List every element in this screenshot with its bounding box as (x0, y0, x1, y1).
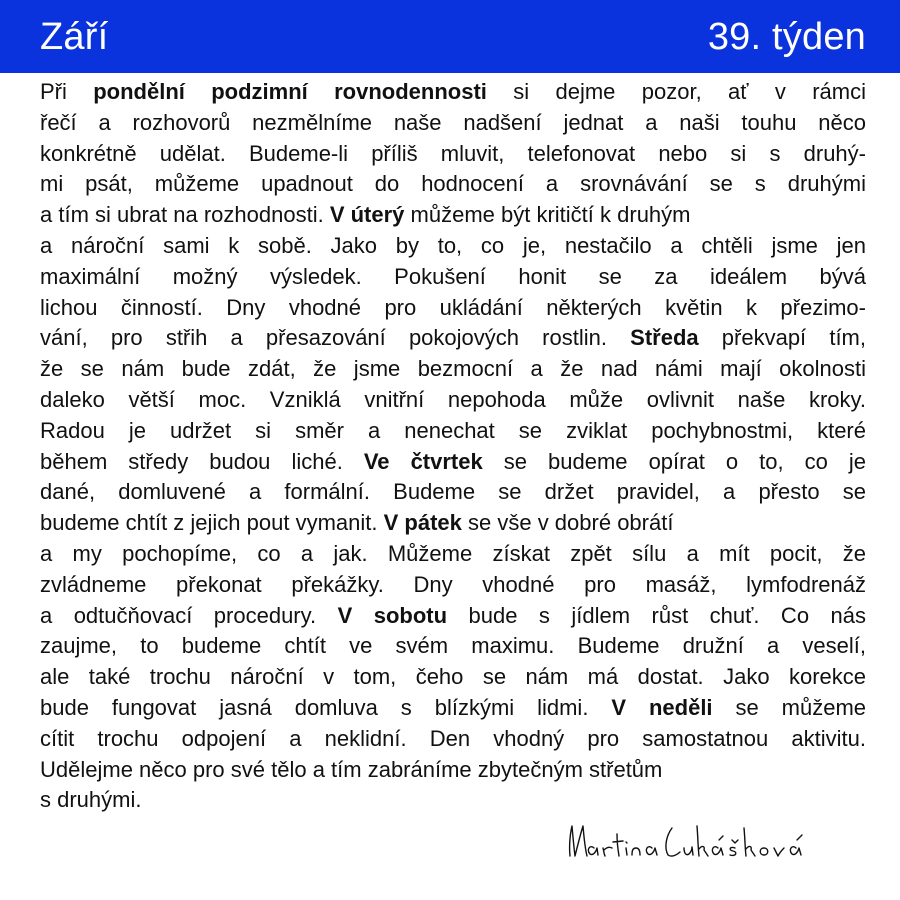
text-line (40, 293, 866, 324)
text-line (40, 601, 866, 632)
text-line (40, 385, 866, 416)
text-segment: dané, domluvené a formální. Budeme se držet pravidel, a přesto se (40, 479, 866, 505)
text-line (40, 231, 866, 262)
signature-image (560, 808, 860, 868)
text-line (40, 508, 866, 539)
horoscope-text (40, 77, 866, 816)
text-segment: a my pochopíme, co a jak. Můžeme získat zpět sílu a mít pocit, že (40, 540, 866, 566)
text-segment: mi psát, můžeme upadnout do hodnocení a srovnávání se s druhými (40, 171, 866, 197)
text-line (40, 539, 866, 570)
text-segment: Při (40, 79, 94, 104)
text-line (40, 570, 866, 601)
text-line (40, 169, 866, 200)
text-segment: můžeme být kritičtí k druhým (404, 202, 691, 228)
text-line (40, 724, 866, 755)
text-segment: překvapí tím, (698, 325, 866, 351)
text-segment: a odtučňovací procedury. (40, 602, 338, 628)
text-line (40, 662, 866, 693)
text-line (40, 693, 866, 724)
text-segment: Udělejme něco pro své tělo a tím zabráníme zbytečným střetům (40, 756, 663, 782)
text-line (40, 77, 866, 108)
text-segment: bude s jídlem růst chuť. Co nás (447, 602, 866, 628)
text-line (40, 631, 866, 662)
day-heading: V neděli (611, 694, 713, 720)
day-heading: pondělní podzimní rovnodennosti (93, 79, 487, 104)
text-line (40, 200, 866, 231)
day-heading: V sobotu (337, 602, 448, 628)
text-segment: během středy budou liché. (40, 448, 364, 474)
text-segment: budeme chtít z jejich pout vymanit. (40, 510, 384, 536)
text-segment: zaujme, to budeme chtít ve svém maximu. Budeme družní a veselí, (40, 633, 866, 659)
text-line (40, 477, 866, 508)
text-segment: se budeme opírat o to, co je (482, 448, 866, 474)
text-segment: vání, pro střih a přesazování pokojových rostlin. (40, 325, 631, 351)
week-label: 39. týden (707, 16, 866, 58)
day-heading: Ve čtvrtek (363, 448, 483, 474)
text-line (40, 139, 866, 170)
text-line (40, 108, 866, 139)
text-line (40, 755, 866, 786)
text-line (40, 262, 866, 293)
day-heading: V úterý (329, 202, 405, 228)
text-segment: se vše v dobré obrátí (461, 510, 674, 536)
text-segment: si dejme pozor, ať v rámci (486, 79, 866, 104)
text-segment: se můžeme (712, 694, 867, 720)
text-segment: konkrétně udělat. Budeme-li příliš mluvit, telefonovat nebo si s druhý- (40, 140, 866, 166)
text-segment: maximální možný výsledek. Pokušení honit se za ideálem bývá (40, 263, 866, 289)
text-segment: ale také trochu nároční v tom, čeho se nám má dostat. Jako korekce (40, 664, 866, 690)
day-heading: Středa (630, 325, 699, 351)
text-segment: cítit trochu odpojení a neklidní. Den vhodný pro samostatnou aktivitu. (40, 725, 866, 751)
text-segment: s druhými. (40, 787, 142, 813)
text-segment: a tím si ubrat na rozhodnosti. (40, 202, 330, 228)
text-segment: zvládneme překonat překážky. Dny vhodné pro masáž, lymfodrenáž (40, 571, 866, 597)
text-segment: Radou je udržet si směr a nenechat se zviklat pochybnostmi, které (40, 417, 866, 443)
header-bar (0, 0, 900, 73)
month-title: Září (40, 16, 109, 58)
text-segment: řečí a rozhovorů nezmělníme naše nadšení jednat a naši touhu něco (40, 109, 866, 135)
text-line (40, 416, 866, 447)
text-line (40, 447, 866, 478)
text-segment: bude fungovat jasná domluva s blízkými lidmi. (40, 694, 612, 720)
text-segment: a nároční sami k sobě. Jako by to, co je, nestačilo a chtěli jsme jen (40, 232, 866, 258)
text-segment: lichou činností. Dny vhodné pro ukládání některých květin k přezimo- (40, 294, 866, 320)
day-heading: V pátek (383, 510, 462, 536)
text-segment: že se nám bude zdát, že jsme bezmocní a že nad námi mají okolnosti (40, 356, 866, 382)
text-line (40, 354, 866, 385)
text-line (40, 323, 866, 354)
text-segment: daleko větší moc. Vzniklá vnitřní nepohoda může ovlivnit naše kroky. (40, 386, 866, 412)
